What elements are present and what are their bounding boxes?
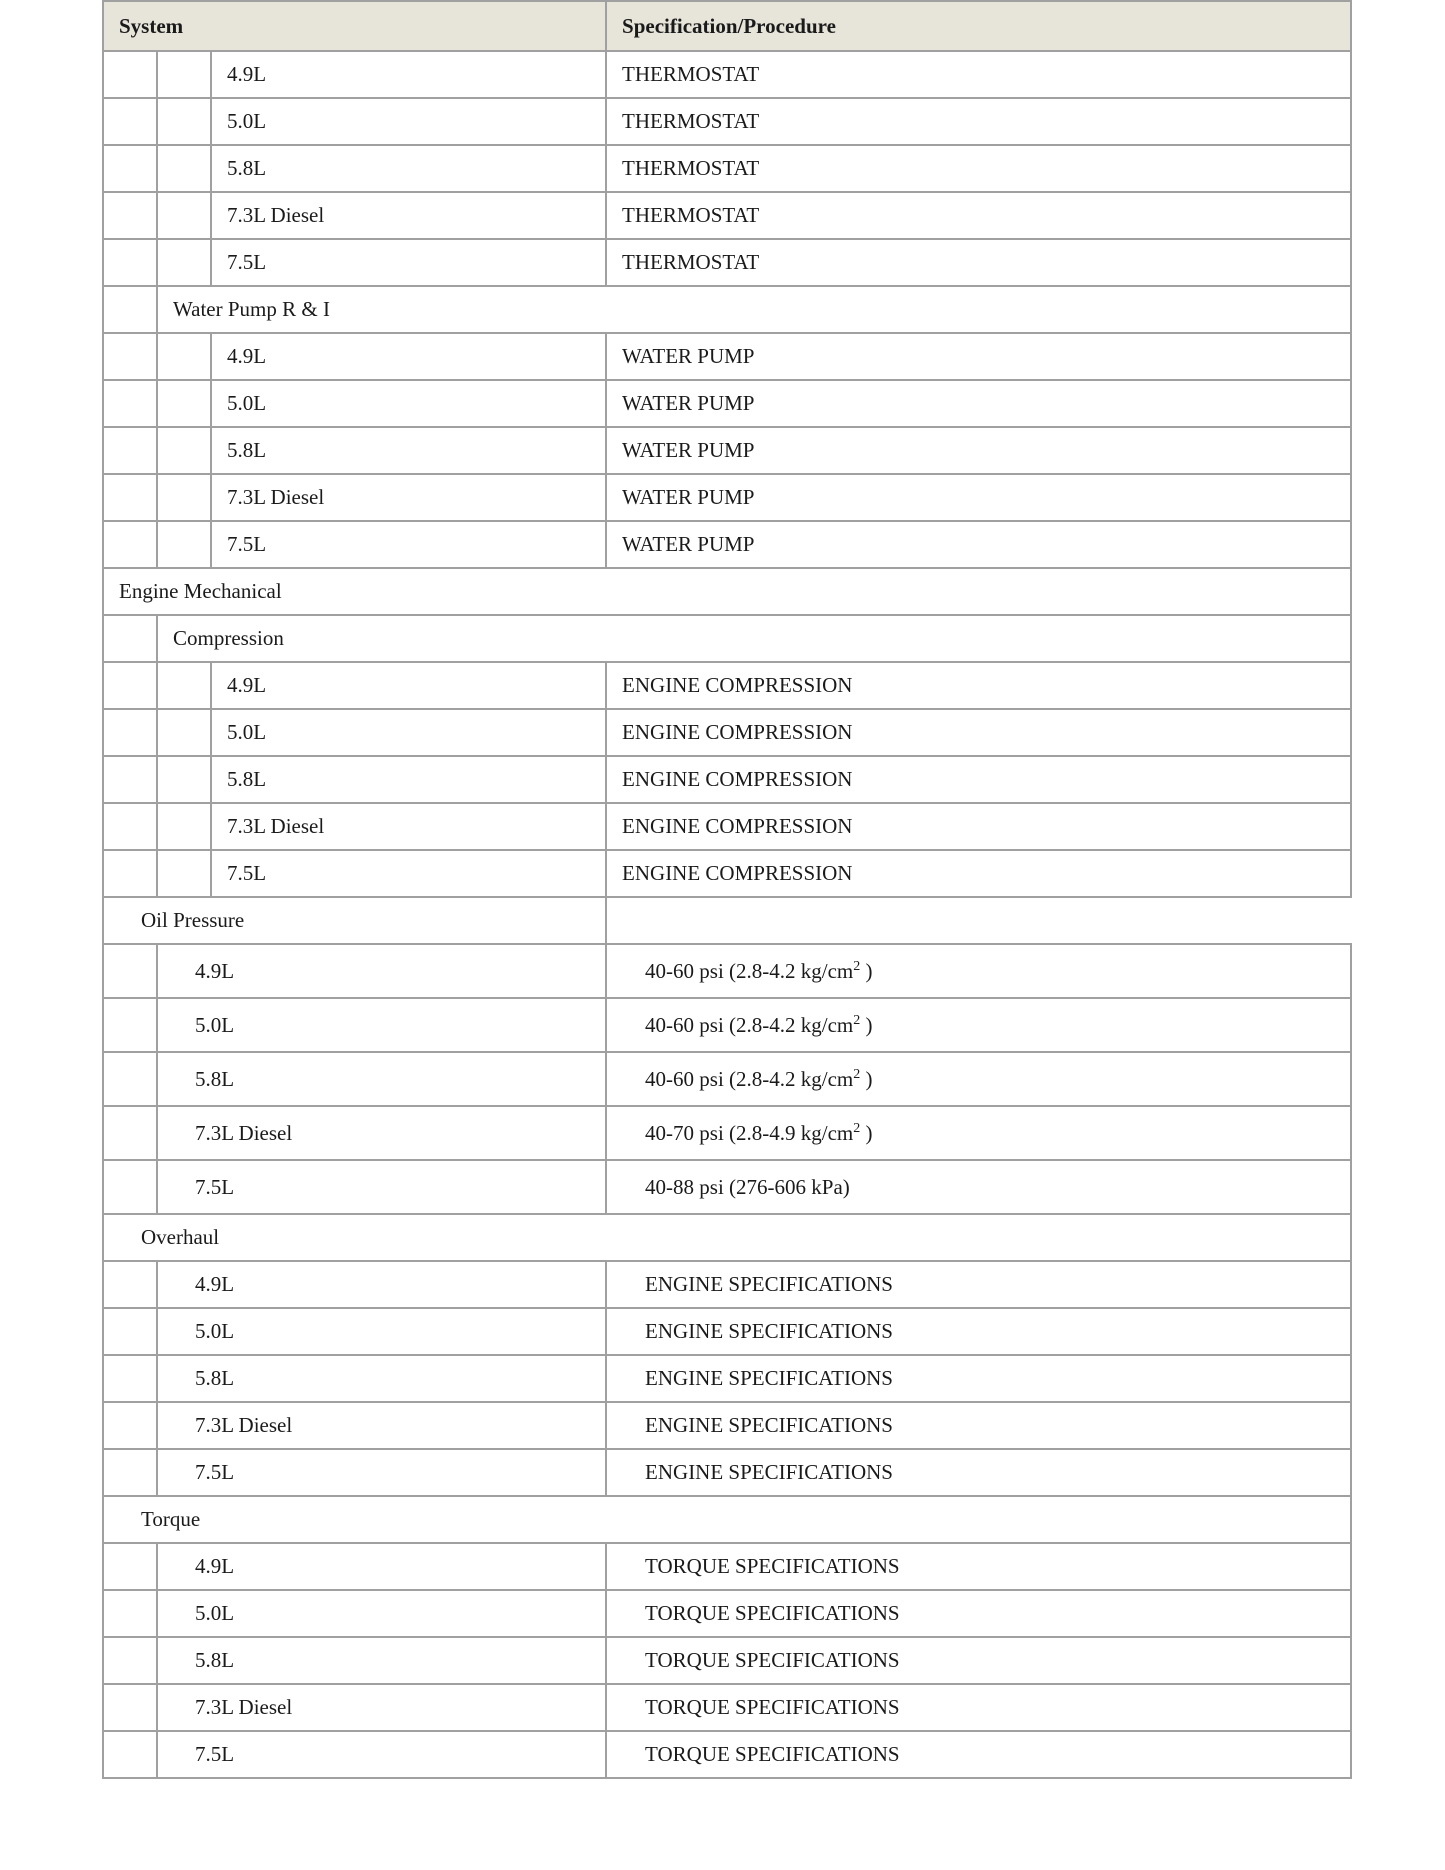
- spec-value: TORQUE SPECIFICATIONS: [645, 1554, 900, 1578]
- engine-cell: 5.0L: [211, 709, 606, 756]
- engine-cell: 7.5L: [211, 850, 606, 897]
- engine-cell: 4.9L: [157, 944, 606, 998]
- engine-cell: 5.0L: [157, 998, 606, 1052]
- indent-cell: [103, 1543, 157, 1590]
- table-row: [103, 1052, 1351, 1106]
- engine-cell: 5.8L: [157, 1637, 606, 1684]
- indent-cell: [103, 380, 157, 427]
- spec-cell: THERMOSTAT: [606, 51, 1351, 98]
- table-row: [103, 521, 1351, 568]
- spec-cell: [606, 1731, 1351, 1778]
- table-row: [103, 1355, 1351, 1402]
- table-row: [103, 98, 1351, 145]
- spec-cell: [606, 1261, 1351, 1308]
- spec-cell: [606, 1402, 1351, 1449]
- spec-cell: [606, 998, 1351, 1052]
- indent-cell: [103, 709, 157, 756]
- table-row: [103, 1402, 1351, 1449]
- table-row: [103, 380, 1351, 427]
- spec-cell: WATER PUMP: [606, 427, 1351, 474]
- spec-cell: [606, 1684, 1351, 1731]
- spec-cell: [606, 1355, 1351, 1402]
- table-row: [103, 1106, 1351, 1160]
- spec-value: TORQUE SPECIFICATIONS: [645, 1742, 900, 1766]
- spec-cell: ENGINE COMPRESSION: [606, 803, 1351, 850]
- indent-cell: [103, 1308, 157, 1355]
- indent-cell: [103, 333, 157, 380]
- indent-cell: [103, 1731, 157, 1778]
- indent-cell: [103, 1449, 157, 1496]
- table-row: [103, 709, 1351, 756]
- indent-cell: [103, 1637, 157, 1684]
- indent-cell: [157, 662, 211, 709]
- spec-superscript: 2: [853, 1012, 861, 1028]
- engine-cell: 5.0L: [211, 380, 606, 427]
- spec-value: ENGINE SPECIFICATIONS: [645, 1460, 893, 1484]
- table-row: [103, 1684, 1351, 1731]
- indent-cell: [103, 756, 157, 803]
- spec-value: ENGINE SPECIFICATIONS: [645, 1366, 893, 1390]
- engine-cell: 5.0L: [157, 1590, 606, 1637]
- indent-cell: [103, 803, 157, 850]
- indent-cell: [157, 803, 211, 850]
- table-row: [103, 850, 1351, 897]
- indent-cell: [103, 98, 157, 145]
- section-row: [103, 568, 1351, 615]
- spec-cell: [606, 1637, 1351, 1684]
- engine-cell: 7.5L: [157, 1449, 606, 1496]
- spec-cell: [606, 1308, 1351, 1355]
- engine-cell: 5.0L: [211, 98, 606, 145]
- spec-value: ENGINE SPECIFICATIONS: [645, 1319, 893, 1343]
- spec-cell: [606, 1106, 1351, 1160]
- engine-cell: 7.3L Diesel: [211, 192, 606, 239]
- section-row: [103, 1214, 1351, 1261]
- section-label: Overhaul: [103, 1214, 1351, 1261]
- spec-value: 40-60 psi (2.8-4.2 kg/cm: [645, 1012, 854, 1037]
- engine-cell: 7.3L Diesel: [157, 1402, 606, 1449]
- engine-cell: 7.3L Diesel: [211, 474, 606, 521]
- spec-cell: WATER PUMP: [606, 380, 1351, 427]
- indent-cell: [103, 1684, 157, 1731]
- indent-cell: [157, 51, 211, 98]
- subsection-row: [103, 286, 1351, 333]
- engine-cell: 5.8L: [157, 1355, 606, 1402]
- spec-superscript: 2: [853, 1066, 861, 1082]
- table-row: [103, 944, 1351, 998]
- engine-cell: 7.5L: [211, 239, 606, 286]
- table-row: [103, 1261, 1351, 1308]
- subsection-row: [103, 615, 1351, 662]
- engine-cell: 5.8L: [157, 1052, 606, 1106]
- engine-cell: 5.0L: [157, 1308, 606, 1355]
- section-label: Engine Mechanical: [103, 568, 1351, 615]
- spec-value: 40-60 psi (2.8-4.2 kg/cm: [645, 958, 854, 983]
- table-row: [103, 1637, 1351, 1684]
- engine-cell: 5.8L: [211, 756, 606, 803]
- spec-cell: [606, 944, 1351, 998]
- section-row: [103, 897, 1351, 944]
- spec-cell: THERMOSTAT: [606, 98, 1351, 145]
- spec-tail: ): [860, 1066, 873, 1091]
- spec-cell: [606, 1052, 1351, 1106]
- engine-cell: 7.5L: [157, 1731, 606, 1778]
- indent-cell: [103, 998, 157, 1052]
- subsection-label: Water Pump R & I: [157, 286, 1351, 333]
- indent-cell: [103, 521, 157, 568]
- engine-cell: 4.9L: [211, 51, 606, 98]
- indent-cell: [103, 944, 157, 998]
- table-row: [103, 756, 1351, 803]
- spec-cell: THERMOSTAT: [606, 239, 1351, 286]
- spec-cell: ENGINE COMPRESSION: [606, 709, 1351, 756]
- indent-cell: [103, 1590, 157, 1637]
- spec-superscript: 2: [853, 958, 861, 974]
- engine-cell: 7.5L: [211, 521, 606, 568]
- spec-value: TORQUE SPECIFICATIONS: [645, 1601, 900, 1625]
- header-system: System: [103, 1, 606, 51]
- indent-cell: [103, 1402, 157, 1449]
- table-body: [103, 51, 1351, 1778]
- indent-cell: [157, 239, 211, 286]
- indent-cell: [103, 474, 157, 521]
- spec-value: ENGINE SPECIFICATIONS: [645, 1272, 893, 1296]
- table-row: [103, 145, 1351, 192]
- indent-cell: [157, 521, 211, 568]
- table-row: [103, 192, 1351, 239]
- table-row: [103, 1449, 1351, 1496]
- spec-tail: ): [860, 1120, 873, 1145]
- indent-cell: [157, 98, 211, 145]
- table-row: [103, 427, 1351, 474]
- indent-cell: [103, 615, 157, 662]
- spec-cell: ENGINE COMPRESSION: [606, 662, 1351, 709]
- indent-cell: [103, 286, 157, 333]
- engine-cell: 5.8L: [211, 427, 606, 474]
- empty-spec-cell: [606, 897, 1351, 944]
- section-label: Oil Pressure: [103, 897, 606, 944]
- table-row: [103, 474, 1351, 521]
- table-row: [103, 1590, 1351, 1637]
- table-row: [103, 239, 1351, 286]
- engine-cell: 5.8L: [211, 145, 606, 192]
- engine-cell: 4.9L: [211, 333, 606, 380]
- spec-cell: THERMOSTAT: [606, 145, 1351, 192]
- header-specification: Specification/Procedure: [606, 1, 1351, 51]
- engine-cell: 4.9L: [157, 1543, 606, 1590]
- engine-cell: 7.3L Diesel: [211, 803, 606, 850]
- table-header-row: [103, 1, 1351, 51]
- table-row: [103, 803, 1351, 850]
- spec-cell: ENGINE COMPRESSION: [606, 756, 1351, 803]
- indent-cell: [103, 51, 157, 98]
- indent-cell: [157, 145, 211, 192]
- table-row: [103, 1731, 1351, 1778]
- indent-cell: [157, 756, 211, 803]
- indent-cell: [103, 192, 157, 239]
- indent-cell: [157, 192, 211, 239]
- spec-cell: WATER PUMP: [606, 521, 1351, 568]
- section-row: [103, 1496, 1351, 1543]
- indent-cell: [103, 1160, 157, 1214]
- spec-cell: [606, 1160, 1351, 1214]
- indent-cell: [103, 850, 157, 897]
- table-row: [103, 51, 1351, 98]
- table-row: [103, 662, 1351, 709]
- indent-cell: [157, 850, 211, 897]
- spec-cell: [606, 1449, 1351, 1496]
- engine-cell: 7.3L Diesel: [157, 1684, 606, 1731]
- spec-value: 40-70 psi (2.8-4.9 kg/cm: [645, 1120, 854, 1145]
- spec-value: ENGINE SPECIFICATIONS: [645, 1413, 893, 1437]
- indent-cell: [157, 474, 211, 521]
- engine-cell: 4.9L: [211, 662, 606, 709]
- indent-cell: [103, 1052, 157, 1106]
- table-row: [103, 333, 1351, 380]
- spec-cell: THERMOSTAT: [606, 192, 1351, 239]
- spec-cell: [606, 1590, 1351, 1637]
- spec-cell: WATER PUMP: [606, 333, 1351, 380]
- subsection-label: Compression: [157, 615, 1351, 662]
- engine-cell: 4.9L: [157, 1261, 606, 1308]
- table-row: [103, 1160, 1351, 1214]
- table-row: [103, 1308, 1351, 1355]
- indent-cell: [157, 427, 211, 474]
- engine-cell: 7.5L: [157, 1160, 606, 1214]
- spec-cell: ENGINE COMPRESSION: [606, 850, 1351, 897]
- spec-cell: [606, 1543, 1351, 1590]
- indent-cell: [103, 239, 157, 286]
- section-label: Torque: [103, 1496, 1351, 1543]
- indent-cell: [103, 1355, 157, 1402]
- spec-tail: ): [860, 1012, 873, 1037]
- indent-cell: [103, 1106, 157, 1160]
- indent-cell: [157, 380, 211, 427]
- indent-cell: [157, 709, 211, 756]
- spec-superscript: 2: [853, 1120, 861, 1136]
- spec-tail: ): [860, 958, 873, 983]
- spec-value: TORQUE SPECIFICATIONS: [645, 1648, 900, 1672]
- indent-cell: [103, 145, 157, 192]
- indent-cell: [103, 427, 157, 474]
- spec-value: 40-60 psi (2.8-4.2 kg/cm: [645, 1066, 854, 1091]
- engine-cell: 7.3L Diesel: [157, 1106, 606, 1160]
- table-row: [103, 1543, 1351, 1590]
- spec-value: 40-88 psi (276-606 kPa): [645, 1174, 850, 1199]
- spec-value: TORQUE SPECIFICATIONS: [645, 1695, 900, 1719]
- table-row: [103, 998, 1351, 1052]
- spec-cell: WATER PUMP: [606, 474, 1351, 521]
- indent-cell: [103, 1261, 157, 1308]
- indent-cell: [157, 333, 211, 380]
- spec-table: [102, 0, 1352, 1779]
- indent-cell: [103, 662, 157, 709]
